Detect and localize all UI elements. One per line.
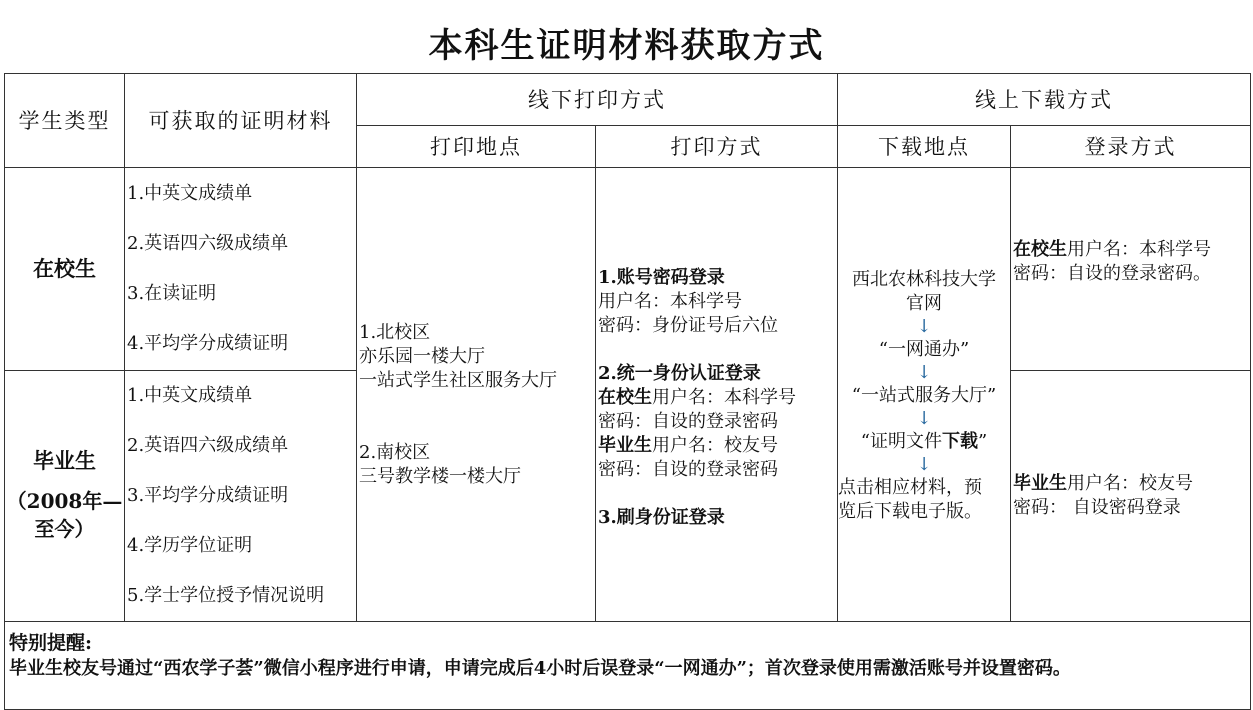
north-campus-label: 1.北校区 bbox=[359, 321, 431, 343]
list-item: 2.英语四六级成绩单 bbox=[127, 233, 289, 254]
current-login-user bbox=[1013, 238, 1250, 262]
graduate-login-password: 密码： 自设密码登录 bbox=[1013, 497, 1181, 518]
arrow-down-icon: ↓ bbox=[916, 315, 932, 337]
download-site-name: 西北农林科技大学 bbox=[852, 268, 996, 290]
graduate-login-label: 毕业生 bbox=[1013, 473, 1067, 494]
download-final-1: 点击相应材料，预 bbox=[838, 476, 982, 498]
graduate-type-label: 毕业生 bbox=[33, 448, 96, 473]
current-login-label: 在校生 bbox=[1013, 239, 1067, 260]
method-2-current-user-text: 用户名：本科学号 bbox=[652, 386, 796, 408]
method-2-grad-user bbox=[598, 434, 837, 458]
current-login-password: 密码：自设的登录密码。 bbox=[1013, 263, 1211, 284]
current-student-type bbox=[5, 168, 125, 371]
south-campus-label: 2.南校区 bbox=[359, 441, 431, 463]
note-body: 毕业生校友号通过“西农学子荟”微信小程序进行申请，申请完成后4小时后误登录“一网通办”；首次登录使用需激活账号并设置密码。 bbox=[9, 658, 1071, 679]
current-login-cell bbox=[1011, 168, 1251, 371]
method-2-grad-password: 密码：自设的登录密码 bbox=[598, 458, 778, 480]
header-print-location: 打印地点 bbox=[357, 126, 596, 168]
download-step-cert-bold: 下载 bbox=[942, 430, 978, 452]
download-location-cell bbox=[838, 168, 1011, 622]
header-row-1 bbox=[5, 74, 1251, 126]
graduate-login-user-text: 用户名：校友号 bbox=[1067, 473, 1193, 494]
graduate-materials-cell bbox=[125, 371, 357, 622]
north-campus-building: 亦乐园一楼大厅 bbox=[359, 345, 485, 367]
list-item: 1.中英文成绩单 bbox=[127, 385, 253, 406]
arrow-down-icon: ↓ bbox=[916, 361, 932, 383]
method-1-user: 用户名：本科学号 bbox=[598, 290, 742, 312]
graduate-login-cell bbox=[1011, 371, 1251, 622]
header-online: 线上下载方式 bbox=[838, 74, 1251, 126]
header-print-method: 打印方式 bbox=[596, 126, 838, 168]
print-method-cell bbox=[596, 168, 838, 622]
south-campus-building: 三号教学楼一楼大厅 bbox=[359, 465, 521, 487]
list-item: 4.平均学分成绩证明 bbox=[127, 333, 289, 354]
current-materials-cell bbox=[125, 168, 357, 371]
header-offline: 线下打印方式 bbox=[357, 74, 838, 126]
method-2-grad-user-text: 用户名：校友号 bbox=[652, 434, 778, 456]
download-final-2: 览后下载电子版。 bbox=[838, 500, 982, 522]
method-2-title: 2.统一身份认证登录 bbox=[598, 362, 761, 384]
download-step-cert bbox=[838, 430, 1010, 454]
row-note bbox=[5, 622, 1251, 710]
note-title: 特别提醒: bbox=[9, 632, 93, 654]
page-title: 本科生证明材料获取方式 bbox=[428, 26, 825, 66]
north-campus-hall: 一站式学生社区服务大厅 bbox=[359, 369, 557, 391]
method-3-title: 3.刷身份证登录 bbox=[598, 506, 725, 528]
download-site-suffix: 官网 bbox=[906, 292, 942, 314]
arrow-down-icon: ↓ bbox=[916, 453, 932, 475]
header-materials: 可获取的证明材料 bbox=[125, 74, 357, 168]
print-location-cell bbox=[357, 168, 596, 622]
method-1-title: 1.账号密码登录 bbox=[598, 266, 725, 288]
materials-table bbox=[4, 73, 1251, 710]
current-login-user-text: 用户名：本科学号 bbox=[1067, 239, 1211, 260]
method-2-current-label: 在校生 bbox=[598, 386, 652, 408]
list-item: 5.学士学位授予情况说明 bbox=[127, 585, 325, 606]
graduate-login-user bbox=[1013, 472, 1250, 496]
method-1-password: 密码：身份证号后六位 bbox=[598, 314, 778, 336]
header-login-method: 登录方式 bbox=[1011, 126, 1251, 168]
method-2-current-user bbox=[598, 386, 837, 410]
list-item: 3.平均学分成绩证明 bbox=[127, 485, 289, 506]
current-student-type-label: 在校生 bbox=[33, 256, 96, 281]
method-2-current-password: 密码：自设的登录密码 bbox=[598, 410, 778, 432]
header-student-type: 学生类型 bbox=[5, 74, 125, 168]
special-note bbox=[5, 622, 1251, 710]
list-item: 4.学历学位证明 bbox=[127, 535, 253, 556]
arrow-down-icon: ↓ bbox=[916, 407, 932, 429]
method-2-grad-label: 毕业生 bbox=[598, 434, 652, 456]
list-item: 2.英语四六级成绩单 bbox=[127, 435, 289, 456]
download-step-service-hall: “一站式服务大厅” bbox=[851, 384, 997, 406]
download-step-cert-prefix: “证明文件 bbox=[860, 430, 942, 452]
graduate-type bbox=[5, 371, 125, 622]
list-item: 3.在读证明 bbox=[127, 283, 217, 304]
graduate-materials-list bbox=[125, 371, 356, 621]
current-materials-list bbox=[125, 169, 356, 369]
list-item: 1.中英文成绩单 bbox=[127, 183, 253, 204]
header-download-location: 下载地点 bbox=[838, 126, 1011, 168]
download-step-one-stop: “一网通办” bbox=[878, 338, 970, 360]
download-step-cert-suffix: ” bbox=[978, 430, 988, 452]
row-current-students bbox=[5, 168, 1251, 371]
graduate-period: （2008年—至今） bbox=[6, 489, 123, 541]
